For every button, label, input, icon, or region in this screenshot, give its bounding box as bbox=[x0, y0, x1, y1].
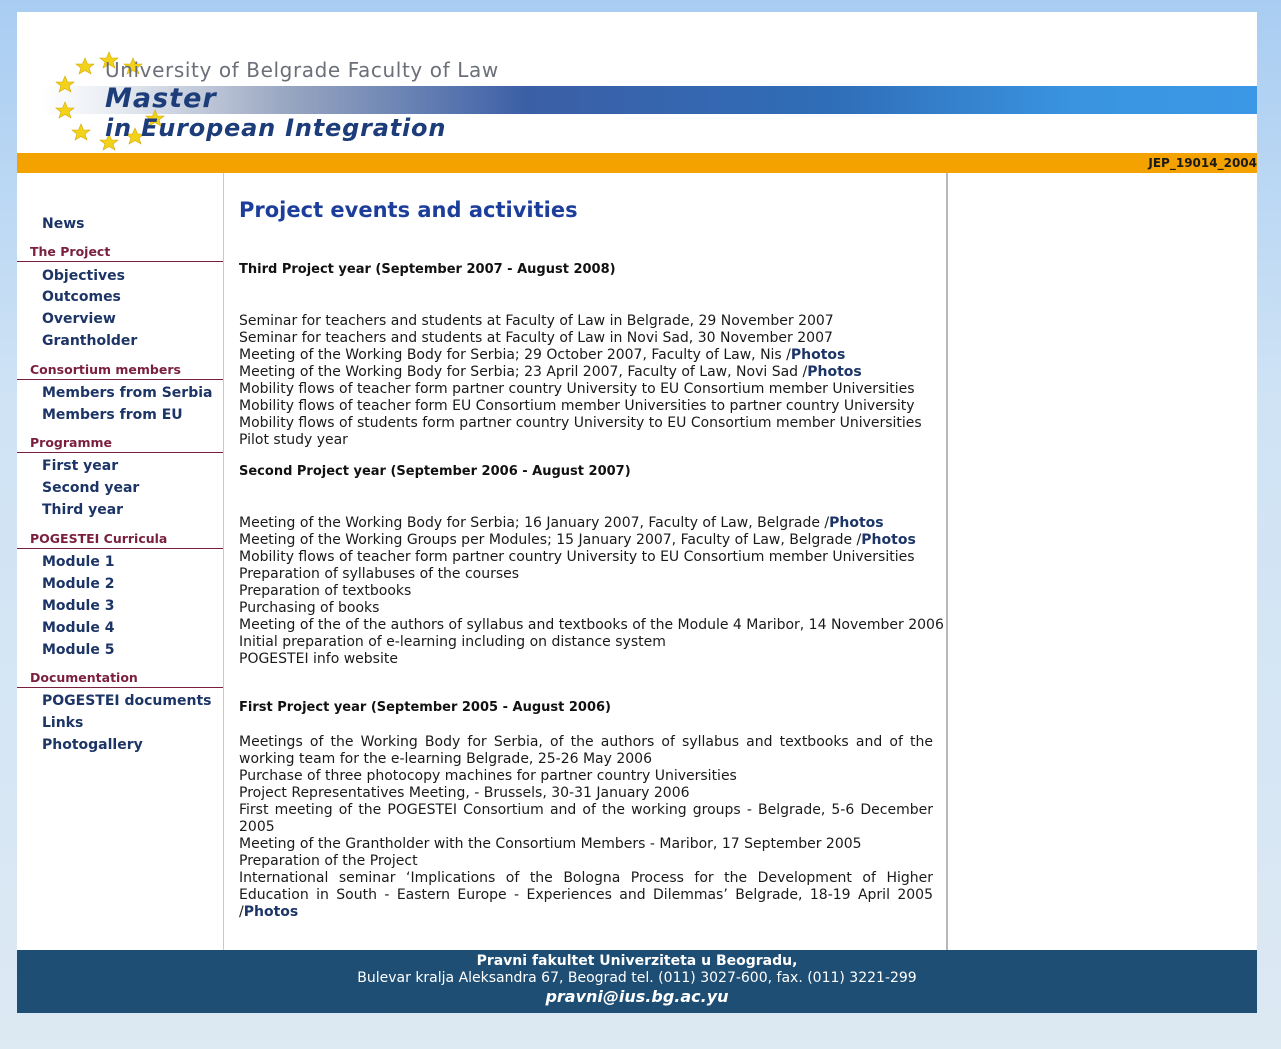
list-item: Mobility flows of students form partner country University to EU Consortium member Universities bbox=[239, 415, 922, 431]
list-item: Pilot study year bbox=[239, 432, 348, 448]
list-item: Preparation of textbooks bbox=[239, 583, 412, 599]
sidebar-item-second-year[interactable]: Second year bbox=[42, 480, 140, 496]
nav-heading-documentation: Documentation bbox=[17, 670, 223, 688]
footer-email-link[interactable]: pravni@ius.bg.ac.yu bbox=[545, 987, 729, 1006]
sidebar-item-outcomes[interactable]: Outcomes bbox=[42, 289, 121, 305]
list-item: Meeting of the Working Body for Serbia; 23 April 2007, Faculty of Law, Novi Sad /Photos bbox=[239, 364, 862, 380]
header-gradient-band bbox=[41, 86, 1257, 114]
nav-heading-programme: Programme bbox=[17, 435, 223, 453]
sidebar-item-photogallery[interactable]: Photogallery bbox=[42, 737, 143, 753]
sidebar-item-third-year[interactable]: Third year bbox=[42, 502, 124, 518]
main-content bbox=[224, 173, 948, 950]
sidebar-item-news[interactable]: News bbox=[42, 216, 85, 232]
sidebar-item-objectives[interactable]: Objectives bbox=[42, 268, 125, 284]
nav-heading-curricula: POGESTEI Curricula bbox=[17, 531, 223, 549]
site-footer bbox=[17, 950, 1257, 1013]
section-heading-third-year: Third Project year (September 2007 - August 2008) bbox=[239, 262, 616, 277]
list-item: Project Representatives Meeting, - Brussels, 30-31 January 2006 bbox=[239, 785, 690, 801]
list-item: Mobility flows of teacher form partner country University to EU Consortium member Universities bbox=[239, 549, 915, 565]
program-name: in European Integration bbox=[105, 114, 447, 142]
list-item: Seminar for teachers and students at Faculty of Law in Novi Sad, 30 November 2007 bbox=[239, 330, 833, 346]
sidebar-item-members-serbia[interactable]: Members from Serbia bbox=[42, 385, 213, 401]
list-item: Meeting of the Working Groups per Modules; 15 January 2007, Faculty of Law, Belgrade /Photos bbox=[239, 532, 916, 548]
sidebar-item-overview[interactable]: Overview bbox=[42, 311, 116, 327]
footer-address: Bulevar kralja Aleksandra 67, Beograd tel. (011) 3027-600, fax. (011) 3221-299 bbox=[357, 970, 917, 986]
list-item: Seminar for teachers and students at Faculty of Law in Belgrade, 29 November 2007 bbox=[239, 313, 834, 329]
sidebar-item-documents[interactable]: POGESTEI documents bbox=[42, 693, 212, 709]
list-item: First meeting of the POGESTEI Consortium and of the working groups - Belgrade, 5-6 December 2005 bbox=[239, 802, 933, 835]
list-item: Preparation of syllabuses of the courses bbox=[239, 566, 520, 582]
list-item: Mobility flows of teacher form partner country University to EU Consortium member Universities bbox=[239, 381, 915, 397]
program-master: Master bbox=[105, 83, 217, 114]
star-icon bbox=[56, 102, 74, 118]
list-item: Mobility flows of teacher form EU Consortium member Universities to partner country University bbox=[239, 398, 915, 414]
section-heading-first-year: First Project year (September 2005 - August 2006) bbox=[239, 700, 611, 715]
sidebar-nav bbox=[17, 173, 224, 950]
photos-link[interactable]: Photos bbox=[243, 904, 299, 920]
list-item: Meeting of the Working Body for Serbia; 16 January 2007, Faculty of Law, Belgrade /Photos bbox=[239, 515, 884, 531]
footer-institution: Pravni fakultet Univerziteta u Beogradu, bbox=[476, 953, 798, 969]
page-title: Project events and activities bbox=[239, 198, 578, 222]
star-icon bbox=[76, 58, 94, 74]
list-item: Purchasing of books bbox=[239, 600, 380, 616]
list-item: Initial preparation of e-learning including on distance system bbox=[239, 634, 666, 650]
sidebar-item-first-year[interactable]: First year bbox=[42, 458, 119, 474]
sidebar-item-module-5[interactable]: Module 5 bbox=[42, 642, 115, 658]
list-item: Meeting of the Grantholder with the Consortium Members - Maribor, 17 September 2005 bbox=[239, 836, 862, 852]
sidebar-item-module-4[interactable]: Module 4 bbox=[42, 620, 115, 636]
list-item: POGESTEI info website bbox=[239, 651, 398, 667]
right-column bbox=[948, 173, 1257, 950]
list-item: Meeting of the Working Body for Serbia; 29 October 2007, Faculty of Law, Nis /Photos bbox=[239, 347, 846, 363]
university-name: University of Belgrade Faculty of Law bbox=[105, 58, 499, 82]
list-item: Preparation of the Project bbox=[239, 853, 418, 869]
photos-link[interactable]: Photos bbox=[829, 515, 884, 531]
sidebar-item-module-2[interactable]: Module 2 bbox=[42, 576, 115, 592]
project-code: JEP_19014_2004 bbox=[1148, 156, 1257, 170]
sidebar-item-members-eu[interactable]: Members from EU bbox=[42, 407, 183, 423]
star-icon bbox=[56, 76, 74, 92]
orange-bar bbox=[17, 153, 1257, 173]
photos-link[interactable]: Photos bbox=[807, 364, 862, 380]
list-item: International seminar ‘Implications of the Bologna Process for the Development of Higher Education in South - Eastern Europe - Experiences and Dilemmas’ Belgrade, 18-19 April 2005 /Photos bbox=[239, 870, 933, 920]
photos-link[interactable]: Photos bbox=[790, 347, 846, 363]
site-header bbox=[17, 12, 1257, 153]
page bbox=[17, 12, 1257, 1013]
list-item: Purchase of three photocopy machines for partner country Universities bbox=[239, 768, 737, 784]
list-item: Meetings of the Working Body for Serbia, of the authors of syllabus and textbooks and of the working team for the e-learning Belgrade, 25-26 May 2006 bbox=[239, 734, 933, 767]
sidebar-item-grantholder[interactable]: Grantholder bbox=[42, 333, 138, 349]
star-icon bbox=[72, 124, 90, 140]
photos-link[interactable]: Photos bbox=[861, 532, 916, 548]
sidebar-item-module-1[interactable]: Module 1 bbox=[42, 554, 115, 570]
nav-heading-project: The Project bbox=[17, 244, 223, 262]
sidebar-item-module-3[interactable]: Module 3 bbox=[42, 598, 115, 614]
sidebar-item-links[interactable]: Links bbox=[42, 715, 84, 731]
list-item: Meeting of the of the authors of syllabus and textbooks of the Module 4 Maribor, 14 November 2006 bbox=[239, 617, 944, 633]
section-heading-second-year: Second Project year (September 2006 - August 2007) bbox=[239, 464, 631, 479]
nav-heading-consortium: Consortium members bbox=[17, 362, 223, 380]
